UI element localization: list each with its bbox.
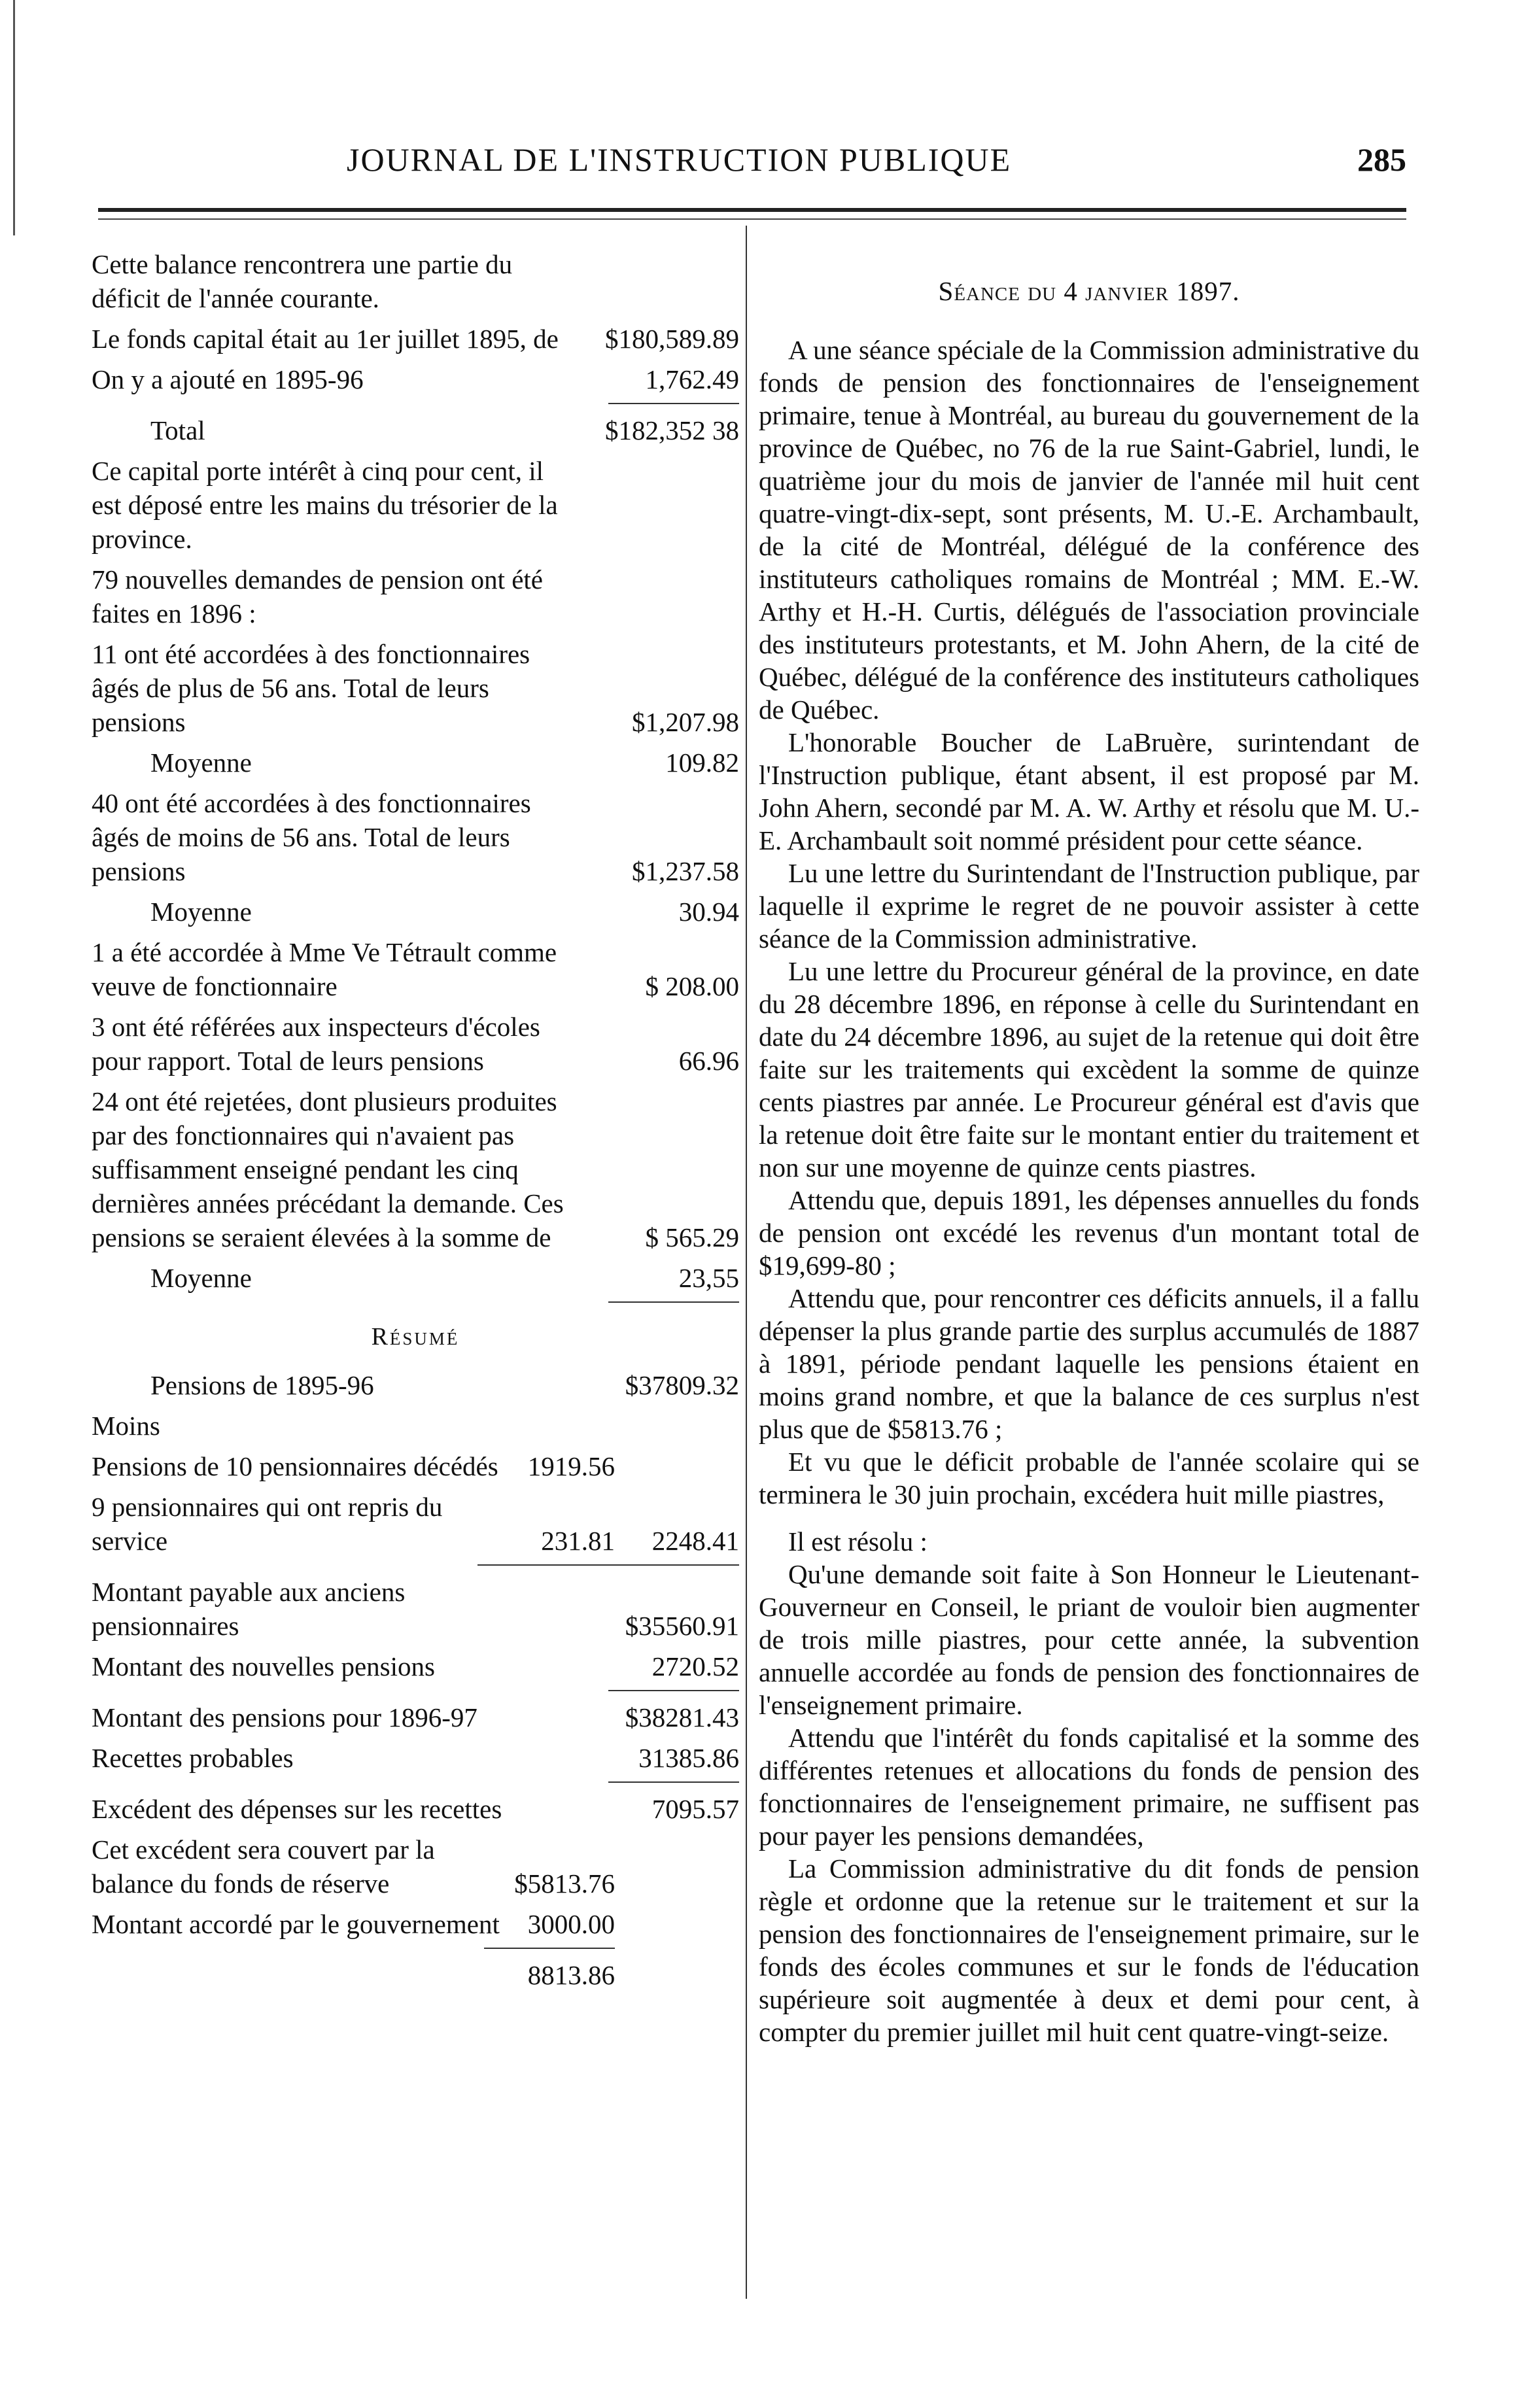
left-column — [92, 247, 739, 1999]
entry-subtotal: 1919.56 — [527, 1451, 615, 1481]
minutes-paragraph: A une séance spéciale de la Commission administrative du fonds de pension des fonctionnaires de l'enseignement primaire, tenue à Montréal, au bureau du gouvernement de la province de Québec, no 76 de la rue Saint-Gabriel, lundi, le quatrième jour du mois de janvier de l'année mil huit cent quatre-vingt-dix-sept, sont présents, M. U.-E. Archambault, de la cité de Montréal, délégué de la conférence des instituteurs catholiques romains de Montréal ; MM. E.-W. Arthy et H.-H. Curtis, délégués de l'association provinciale des instituteurs protestants, et M. John Ahern, de la cité de Québec, délégué de la conférence des instituteurs catholiques de Québec. — [759, 335, 1419, 725]
resume-entry — [92, 1907, 739, 1941]
resume-entry — [92, 1832, 739, 1901]
seance-heading: Séance du 4 janvier 1897. — [938, 276, 1240, 306]
ledger-entry — [92, 1261, 739, 1295]
entry-text: Total — [150, 415, 205, 445]
entry-amount: 2248.41 — [651, 1526, 739, 1556]
resume-entry — [92, 1700, 739, 1734]
minutes-paragraph: La Commission administrative du dit fonds de pension règle et ordonne que la retenue sur le traitement et sur la pension des fonctionnaires de l'enseignement primaire, sur le fonds des écoles communes et sur le fonds de l'éducation supérieure soit augmentée à deux et demi pour cent, à compter du premier juillet mil huit cent quatre-vingt-seize. — [759, 1853, 1419, 2047]
resume-entry — [92, 1958, 739, 1992]
ledger-entry — [92, 322, 739, 356]
entry-text: 9 pensionnaires qui ont repris du service — [92, 1492, 443, 1556]
ledger-entry — [92, 562, 739, 630]
minutes-paragraph: L'honorable Boucher de LaBruère, surintendant de l'Instruction publique, étant absent, il est proposé par M. John Ahern, secondé par M. A. W. Arthy et résolu que M. U.-E. Archambault soit nommé président pour cette séance. — [759, 727, 1419, 855]
entry-text: Cette balance rencontrera une partie du déficit de l'année courante. — [92, 249, 513, 313]
entry-text — [92, 1958, 510, 1992]
entry-amount: 66.96 — [678, 1046, 739, 1076]
entry-text: Montant accordé par le gouvernement — [92, 1909, 500, 1939]
entry-amount: $37809.32 — [625, 1370, 739, 1400]
entry-text: Moyenne — [150, 748, 252, 778]
entry-amount: 31385.86 — [638, 1743, 739, 1773]
ledger-entry — [92, 413, 739, 447]
resolution-heading: Il est résolu : — [788, 1526, 928, 1557]
entry-text: Montant des pensions pour 1896-97 — [92, 1702, 477, 1732]
entry-text: Moins — [92, 1411, 160, 1441]
header-rule-thin — [98, 218, 1406, 220]
entry-text: Recettes probables — [92, 1743, 294, 1773]
page-header — [98, 141, 1406, 186]
entry-text: Le fonds capital était au 1er juillet 1895, de — [92, 324, 559, 354]
entry-text: 24 ont été rejetées, dont plusieurs produites par des fonctionnaires qui n'avaient pas suffisamment enseigné pendant les cinq dernières années précédant la demande. Ces pensions se seraient élevées à la somme de — [92, 1086, 564, 1252]
minutes-paragraph: Qu'une demande soit faite à Son Honneur le Lieutenant-Gouverneur en Conseil, le priant de vouloir bien augmenter de trois mille piastres, pour cette année, la subvention annuelle accordée au fonds de pension des fonctionnaires de l'enseignement primaire. — [759, 1559, 1419, 1720]
entry-amount: 23,55 — [678, 1263, 739, 1293]
entry-text: Cet excédent sera couvert par la balance du fonds de réserve — [92, 1834, 435, 1899]
ledger-entry — [92, 1010, 739, 1078]
resume-entry — [92, 1792, 739, 1826]
entry-text: Excédent des dépenses sur les recettes — [92, 1794, 502, 1824]
entry-subtotal: 3000.00 — [527, 1909, 615, 1939]
entry-amount: 7095.57 — [651, 1794, 739, 1824]
sum-rule — [608, 1781, 739, 1783]
minutes-paragraph: Lu une lettre du Surintendant de l'Instruction publique, par laquelle il exprime le regret de ne pouvoir assister à cette séance de la Commission administrative. — [759, 858, 1419, 954]
ledger-entry — [92, 895, 739, 929]
entry-text: 79 nouvelles demandes de pension ont été faites en 1896 : — [92, 564, 543, 628]
entry-subtotal: 231.81 — [541, 1526, 615, 1556]
entry-text: On y a ajouté en 1895-96 — [92, 364, 364, 394]
entry-amount: $180,589.89 — [605, 324, 739, 354]
ledger-entry — [92, 362, 739, 396]
entry-text: Montant des nouvelles pensions — [92, 1651, 435, 1681]
sum-rule — [608, 1301, 739, 1303]
entry-text: 3 ont été référées aux inspecteurs d'écoles pour rapport. Total de leurs pensions — [92, 1012, 540, 1076]
entry-amount: $ 565.29 — [645, 1222, 739, 1252]
resume-heading: Résumé — [371, 1323, 460, 1350]
entry-amount: $1,237.58 — [632, 856, 739, 886]
minutes-paragraph: Attendu que, pour rencontrer ces déficits annuels, il a fallu dépenser la plus grande partie des surplus accumulés de 1887 à 1891, période pendant laquelle les pensions étaient en moins grand nombre, et que la balance de ces surplus n'est plus que de $5813.76 ; — [759, 1283, 1419, 1444]
resume-entry — [92, 1368, 739, 1402]
resume-entry — [92, 1649, 739, 1683]
minutes-paragraph: Attendu que, depuis 1891, les dépenses annuelles du fonds de pension ont excédé les revenus d'un montant total de $19,699-80 ; — [759, 1185, 1419, 1281]
entry-amount: 1,762.49 — [645, 364, 739, 394]
right-column — [759, 275, 1419, 2048]
entry-text: Pensions de 10 pensionnaires décédés — [92, 1451, 498, 1481]
entry-subtotal: 8813.86 — [527, 1960, 615, 1990]
page-edge-mark — [13, 0, 15, 235]
entry-amount: 2720.52 — [651, 1651, 739, 1681]
entry-amount: $ 208.00 — [645, 971, 739, 1001]
sum-rule — [477, 1564, 739, 1566]
page-number: 285 — [1357, 141, 1406, 178]
column-divider — [746, 226, 747, 2299]
entry-amount: $182,352 38 — [605, 415, 739, 445]
sum-rule — [484, 1948, 615, 1949]
resume-entry — [92, 1741, 739, 1775]
entry-text: Moyenne — [150, 1263, 252, 1293]
entry-amount: 109.82 — [665, 748, 739, 778]
ledger-entry — [92, 247, 739, 315]
minutes-paragraph: Attendu que l'intérêt du fonds capitalisé et la somme des différentes retenues et allocations du fonds de pension des fonctionnaires de l'enseignement primaire, ne suffisent pas pour payer les pensions demandées, — [759, 1723, 1419, 1851]
entry-amount: $38281.43 — [625, 1702, 739, 1732]
entry-amount: $35560.91 — [625, 1611, 739, 1641]
entry-amount: 30.94 — [678, 897, 739, 927]
ledger-entry — [92, 786, 739, 888]
ledger-entry — [92, 746, 739, 780]
resume-entry — [92, 1575, 739, 1643]
entry-text: Montant payable aux anciens pensionnaires — [92, 1577, 406, 1641]
minutes-paragraph: Lu une lettre du Procureur général de la province, en date du 28 décembre 1896, en réponse à celle du Surintendant en date du 24 décembre 1896, au sujet de la retenue qui doit être faite sur les traitements qui excèdent la somme de quinze cents piastres par année. Le Procureur général est d'avis que la retenue doit être faite sur le montant entier du traitement et non sur une moyenne de quinze cents piastres. — [759, 956, 1419, 1182]
entry-text: Pensions de 1895-96 — [150, 1370, 374, 1400]
ledger-entry — [92, 1084, 739, 1254]
ledger-entry — [92, 637, 739, 739]
entry-text: 11 ont été accordées à des fonctionnaires âgés de plus de 56 ans. Total de leurs pensions — [92, 639, 530, 737]
entry-text: Ce capital porte intérêt à cinq pour cent, il est déposé entre les mains du trésorier de la province. — [92, 456, 558, 554]
resume-entry — [92, 1449, 739, 1483]
header-rule — [98, 208, 1406, 212]
entry-text: 1 a été accordée à Mme Ve Tétrault comme veuve de fonctionnaire — [92, 937, 557, 1001]
resume-entry — [92, 1490, 739, 1558]
sum-rule — [608, 1690, 739, 1691]
sum-rule — [608, 403, 739, 404]
ledger-entry — [92, 935, 739, 1003]
minutes-paragraph: Et vu que le déficit probable de l'année scolaire qui se terminera le 30 juin prochain, excédera huit mille piastres, — [759, 1447, 1419, 1509]
entry-subtotal: $5813.76 — [514, 1868, 615, 1899]
running-title: JOURNAL DE L'INSTRUCTION PUBLIQUE — [347, 141, 1012, 178]
ledger-entry — [92, 454, 739, 556]
entry-text: 40 ont été accordées à des fonctionnaires âgés de moins de 56 ans. Total de leurs pensions — [92, 788, 531, 886]
entry-text: Moyenne — [150, 897, 252, 927]
resume-entry — [92, 1409, 739, 1443]
entry-amount: $1,207.98 — [632, 707, 739, 737]
